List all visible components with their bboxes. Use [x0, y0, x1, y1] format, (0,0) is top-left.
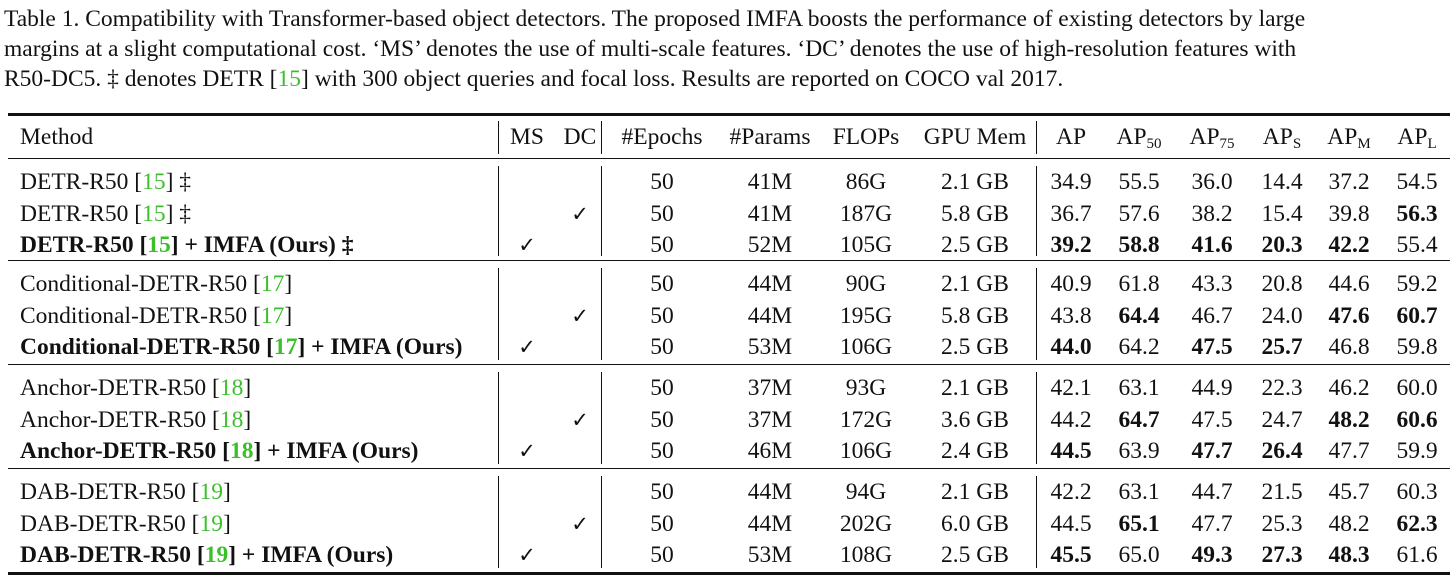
flops-cell: 106G — [839, 334, 893, 360]
citation-link[interactable]: 17 — [273, 334, 298, 360]
ap75-cell: 36.0 — [1191, 169, 1233, 195]
ms-check-icon: ✓ — [518, 335, 536, 359]
ap75-cell: 49.3 — [1191, 542, 1233, 568]
ap75-cell: 47.7 — [1191, 511, 1233, 537]
method-cell — [20, 300, 292, 332]
dc-check-icon: ✓ — [571, 408, 589, 432]
method-cell — [20, 372, 251, 404]
gpu-cell: 6.0 GB — [941, 511, 1009, 537]
header-ap75-sub: 75 — [1219, 136, 1235, 152]
table-row — [0, 300, 1456, 332]
caption-line-3-start: R50-DC5. ‡ denotes DETR [ — [4, 66, 278, 92]
header-method: Method — [20, 124, 94, 150]
params-cell: 53M — [747, 542, 793, 568]
ap50-cell: 58.8 — [1118, 232, 1160, 258]
table-row — [0, 404, 1456, 436]
epochs-cell: 50 — [650, 375, 674, 401]
method-name: DETR-R50 [ — [20, 232, 148, 258]
apl-cell: 59.2 — [1396, 271, 1438, 297]
method-suffix: ] ‡ — [165, 169, 192, 195]
header-ap50 — [1116, 121, 1161, 153]
method-suffix: ] ‡ — [165, 201, 192, 227]
flops-cell: 90G — [845, 271, 887, 297]
ap50-cell: 63.1 — [1118, 479, 1160, 505]
apm-cell: 44.6 — [1328, 271, 1370, 297]
params-cell: 52M — [747, 232, 793, 258]
method-name: DETR-R50 [ — [20, 201, 143, 227]
header-apm — [1327, 121, 1370, 153]
flops-cell: 195G — [839, 303, 893, 329]
method-name: Anchor-DETR-R50 [ — [20, 407, 220, 433]
ap-cell: 34.9 — [1050, 169, 1092, 195]
table-row — [0, 476, 1456, 508]
aps-cell: 22.3 — [1261, 375, 1303, 401]
params-cell: 46M — [747, 438, 793, 464]
flops-cell: 93G — [845, 375, 887, 401]
apm-cell: 48.2 — [1328, 407, 1370, 433]
flops-cell: 94G — [845, 479, 887, 505]
table-row — [0, 372, 1456, 404]
caption-line-2: margins at a slight computational cost. ‘MS’ denotes the use of multi-scale features. ‘DC’ denotes the use of high-resolution features with — [4, 36, 1297, 62]
table-row — [0, 539, 1456, 571]
citation-link[interactable]: 19 — [204, 542, 229, 568]
citation-link[interactable]: 18 — [229, 438, 254, 464]
ap50-cell: 64.2 — [1118, 334, 1160, 360]
ap50-cell: 64.7 — [1118, 407, 1160, 433]
aps-cell: 20.3 — [1261, 232, 1303, 258]
ap-cell: 42.2 — [1050, 479, 1092, 505]
ap75-cell: 38.2 — [1191, 201, 1233, 227]
method-cell — [20, 229, 353, 261]
flops-cell: 187G — [839, 201, 893, 227]
citation-link[interactable]: 19 — [199, 479, 223, 505]
method-suffix: ] + IMFA (Ours) ‡ — [170, 232, 354, 258]
ap75-cell: 43.3 — [1191, 271, 1233, 297]
ap-cell: 43.8 — [1050, 303, 1092, 329]
params-cell: 41M — [747, 169, 793, 195]
method-suffix: ] + IMFA (Ours) — [253, 438, 419, 464]
apl-cell: 60.0 — [1396, 375, 1438, 401]
gpu-cell: 2.5 GB — [941, 334, 1009, 360]
method-suffix: ] + IMFA (Ours) — [228, 542, 394, 568]
gpu-cell: 2.1 GB — [941, 169, 1009, 195]
apm-cell: 39.8 — [1328, 201, 1370, 227]
ap-cell: 36.7 — [1050, 201, 1092, 227]
bottom-rule — [8, 572, 1450, 575]
method-suffix: ] — [243, 407, 252, 433]
params-cell: 53M — [747, 334, 793, 360]
apl-cell: 62.3 — [1396, 511, 1438, 537]
gpu-cell: 3.6 GB — [941, 407, 1009, 433]
header-apl-base: AP — [1397, 124, 1428, 150]
header-gpu-mem: GPU Mem — [923, 124, 1027, 150]
method-cell — [20, 404, 251, 436]
ap75-cell: 47.5 — [1191, 334, 1233, 360]
ap75-cell: 44.7 — [1191, 479, 1233, 505]
method-cell — [20, 539, 393, 571]
dc-check-icon: ✓ — [571, 304, 589, 328]
table-row — [0, 198, 1456, 230]
gpu-cell: 2.4 GB — [941, 438, 1009, 464]
epochs-cell: 50 — [650, 201, 674, 227]
header-apl-sub: L — [1427, 136, 1437, 152]
method-name: DAB-DETR-R50 [ — [20, 542, 205, 568]
flops-cell: 106G — [839, 438, 893, 464]
header-apm-base: AP — [1327, 124, 1358, 150]
apm-cell: 45.7 — [1328, 479, 1370, 505]
epochs-cell: 50 — [650, 542, 674, 568]
caption-line-3 — [4, 64, 1450, 94]
method-suffix: ] — [284, 303, 293, 329]
header-ap50-base: AP — [1116, 124, 1147, 150]
apl-cell: 60.6 — [1396, 407, 1438, 433]
flops-cell: 86G — [845, 169, 887, 195]
citation-link[interactable]: 18 — [219, 375, 244, 401]
ap50-cell: 65.1 — [1118, 511, 1160, 537]
ap-cell: 39.2 — [1050, 232, 1092, 258]
table-caption — [4, 4, 1450, 94]
ap50-cell: 63.9 — [1118, 438, 1160, 464]
flops-cell: 202G — [839, 511, 893, 537]
apl-cell: 59.8 — [1396, 334, 1438, 360]
ap75-cell: 47.5 — [1191, 407, 1233, 433]
method-cell — [20, 331, 463, 363]
ap50-cell: 65.0 — [1118, 542, 1160, 568]
apl-cell: 60.7 — [1396, 303, 1438, 329]
flops-cell: 108G — [839, 542, 893, 568]
method-cell — [20, 268, 292, 300]
flops-cell: 105G — [839, 232, 893, 258]
ap75-cell: 41.6 — [1191, 232, 1233, 258]
ap50-cell: 61.8 — [1118, 271, 1160, 297]
method-name: Anchor-DETR-R50 [ — [20, 375, 220, 401]
ap50-cell: 55.5 — [1118, 169, 1160, 195]
apm-cell: 48.2 — [1328, 511, 1370, 537]
header-aps — [1263, 121, 1301, 153]
header-aps-sub: S — [1292, 136, 1302, 152]
group-rule — [8, 468, 1450, 469]
header-flops: FLOPs — [832, 124, 900, 150]
citation-link[interactable]: 15 — [147, 232, 171, 258]
ap50-cell: 64.4 — [1118, 303, 1160, 329]
ms-check-icon: ✓ — [518, 233, 536, 257]
params-cell: 41M — [747, 201, 793, 227]
method-suffix: ] — [223, 511, 231, 537]
header-aps-base: AP — [1262, 124, 1293, 150]
apl-cell: 54.5 — [1396, 169, 1438, 195]
header-ap75 — [1189, 121, 1234, 153]
ms-check-icon: ✓ — [518, 439, 536, 463]
table-row — [0, 229, 1456, 261]
epochs-cell: 50 — [650, 479, 674, 505]
epochs-cell: 50 — [650, 232, 674, 258]
gpu-cell: 2.1 GB — [941, 375, 1009, 401]
header-ap75-base: AP — [1189, 124, 1220, 150]
apl-cell: 55.4 — [1396, 232, 1438, 258]
citation-link[interactable]: 17 — [260, 271, 285, 297]
gpu-cell: 2.1 GB — [941, 271, 1009, 297]
apm-cell: 47.6 — [1328, 303, 1370, 329]
citation-link[interactable]: 15 — [277, 66, 301, 92]
gpu-cell: 2.5 GB — [941, 542, 1009, 568]
ap-cell: 42.1 — [1050, 375, 1092, 401]
table-row — [0, 435, 1456, 467]
table-header-row — [0, 121, 1456, 153]
ap-cell: 44.0 — [1050, 334, 1092, 360]
group-rule — [8, 364, 1450, 365]
method-suffix: ] + IMFA (Ours) — [297, 334, 463, 360]
ap-cell: 40.9 — [1050, 271, 1092, 297]
method-name: Conditional-DETR-R50 [ — [20, 271, 261, 297]
apl-cell: 56.3 — [1396, 201, 1438, 227]
citation-link[interactable]: 15 — [142, 201, 166, 227]
apm-cell: 37.2 — [1328, 169, 1370, 195]
header-ap: AP — [1055, 124, 1087, 150]
ap-cell: 44.5 — [1050, 438, 1092, 464]
params-cell: 44M — [747, 271, 793, 297]
aps-cell: 25.7 — [1261, 334, 1303, 360]
apl-cell: 59.9 — [1396, 438, 1438, 464]
method-name: DETR-R50 [ — [20, 169, 143, 195]
aps-cell: 27.3 — [1261, 542, 1303, 568]
apl-cell: 60.3 — [1396, 479, 1438, 505]
params-cell: 44M — [747, 511, 793, 537]
header-apl — [1397, 121, 1436, 153]
table-row — [0, 508, 1456, 540]
method-cell — [20, 198, 191, 230]
aps-cell: 26.4 — [1261, 438, 1303, 464]
method-suffix: ] — [243, 375, 252, 401]
header-ms: MS — [510, 124, 544, 150]
ap-cell: 45.5 — [1050, 542, 1092, 568]
method-cell — [20, 166, 191, 198]
aps-cell: 15.4 — [1261, 201, 1303, 227]
aps-cell: 24.0 — [1261, 303, 1303, 329]
aps-cell: 25.3 — [1261, 511, 1303, 537]
dc-check-icon: ✓ — [571, 512, 589, 536]
header-dc: DC — [563, 124, 597, 150]
table-row — [0, 331, 1456, 363]
params-cell: 37M — [747, 375, 793, 401]
ap75-cell: 44.9 — [1191, 375, 1233, 401]
apm-cell: 47.7 — [1328, 438, 1370, 464]
params-cell: 44M — [747, 303, 793, 329]
aps-cell: 14.4 — [1261, 169, 1303, 195]
epochs-cell: 50 — [650, 407, 674, 433]
caption-line-3-end: ] with 300 object queries and focal loss. Results are reported on COCO val 2017. — [301, 66, 1064, 92]
citation-link[interactable]: 19 — [199, 511, 223, 537]
header-epochs: #Epochs — [621, 124, 703, 150]
params-cell: 37M — [747, 407, 793, 433]
ap50-cell: 63.1 — [1118, 375, 1160, 401]
epochs-cell: 50 — [650, 334, 674, 360]
method-suffix: ] — [284, 271, 293, 297]
apm-cell: 42.2 — [1328, 232, 1370, 258]
header-rule — [8, 158, 1450, 159]
gpu-cell: 5.8 GB — [941, 201, 1009, 227]
caption-line-1: Table 1. Compatibility with Transformer-based object detectors. The proposed IMFA boosts the performance of existing detectors by large — [4, 6, 1306, 32]
epochs-cell: 50 — [650, 271, 674, 297]
method-name: DAB-DETR-R50 [ — [20, 511, 200, 537]
ap-cell: 44.2 — [1050, 407, 1092, 433]
method-cell — [20, 476, 231, 508]
gpu-cell: 2.5 GB — [941, 232, 1009, 258]
method-name: Anchor-DETR-R50 [ — [20, 438, 230, 464]
params-cell: 44M — [747, 479, 793, 505]
header-params: #Params — [729, 124, 811, 150]
epochs-cell: 50 — [650, 303, 674, 329]
method-name: Conditional-DETR-R50 [ — [20, 334, 274, 360]
apm-cell: 46.2 — [1328, 375, 1370, 401]
epochs-cell: 50 — [650, 169, 674, 195]
top-rule — [8, 113, 1450, 116]
citation-link[interactable]: 17 — [260, 303, 285, 329]
method-suffix: ] — [223, 479, 231, 505]
citation-link[interactable]: 15 — [142, 169, 166, 195]
gpu-cell: 2.1 GB — [941, 479, 1009, 505]
table-row — [0, 166, 1456, 198]
table-row — [0, 268, 1456, 300]
apl-cell: 61.6 — [1396, 542, 1438, 568]
dc-check-icon: ✓ — [571, 202, 589, 226]
method-cell — [20, 508, 231, 540]
aps-cell: 21.5 — [1261, 479, 1303, 505]
epochs-cell: 50 — [650, 438, 674, 464]
method-cell — [20, 435, 419, 467]
method-name: Conditional-DETR-R50 [ — [20, 303, 261, 329]
flops-cell: 172G — [839, 407, 893, 433]
header-apm-sub: M — [1357, 136, 1371, 152]
header-ap50-sub: 50 — [1146, 136, 1162, 152]
ms-check-icon: ✓ — [518, 543, 536, 567]
aps-cell: 20.8 — [1261, 271, 1303, 297]
ap75-cell: 46.7 — [1191, 303, 1233, 329]
gpu-cell: 5.8 GB — [941, 303, 1009, 329]
ap50-cell: 57.6 — [1118, 201, 1160, 227]
citation-link[interactable]: 18 — [219, 407, 244, 433]
apm-cell: 46.8 — [1328, 334, 1370, 360]
ap-cell: 44.5 — [1050, 511, 1092, 537]
ap75-cell: 47.7 — [1191, 438, 1233, 464]
aps-cell: 24.7 — [1261, 407, 1303, 433]
apm-cell: 48.3 — [1328, 542, 1370, 568]
epochs-cell: 50 — [650, 511, 674, 537]
method-name: DAB-DETR-R50 [ — [20, 479, 200, 505]
